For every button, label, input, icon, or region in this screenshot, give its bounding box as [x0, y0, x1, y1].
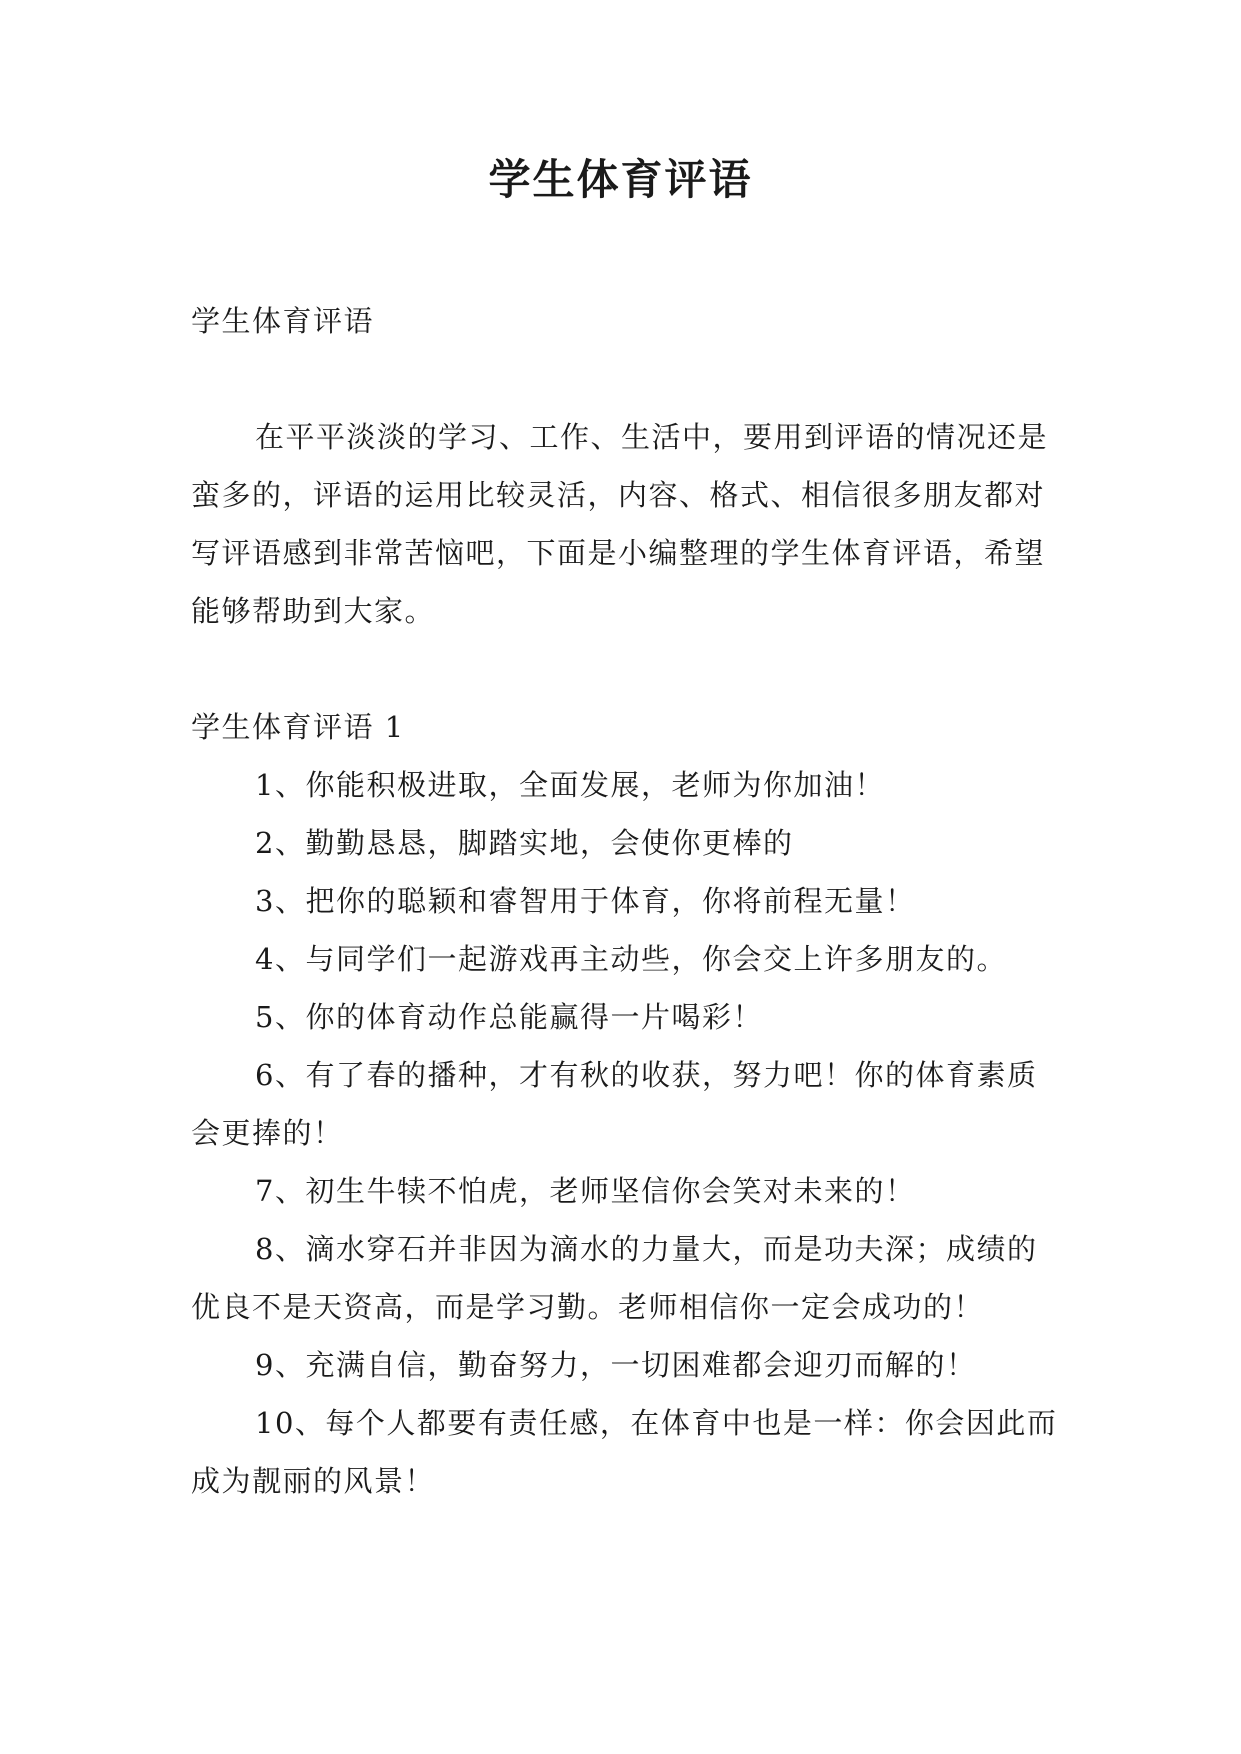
comment-item-7: 7、初生牛犊不怕虎，老师坚信你会笑对未来的！ — [255, 1174, 916, 1208]
comment-item-3: 3、把你的聪颖和睿智用于体育，你将前程无量！ — [255, 884, 916, 918]
comment-item-9: 9、充满自信，勤奋努力，一切困难都会迎刃而解的！ — [255, 1348, 977, 1382]
comment-item-2: 2、勤勤恳恳，脚踏实地，会使你更棒的 — [255, 826, 794, 860]
section-heading: 学生体育评语 1 — [191, 710, 405, 744]
comment-item-1: 1、你能积极进取，全面发展，老师为你加油！ — [255, 768, 885, 802]
comment-item-10: 10、每个人都要有责任感，在体育中也是一样：你会因此而成为靓丽的风景！ — [191, 1406, 1058, 1498]
comment-item-6: 6、有了春的播种，才有秋的收获，努力吧！你的体育素质会更捧的！ — [191, 1058, 1038, 1150]
intro-paragraph: 在平平淡淡的学习、工作、生活中，要用到评语的情况还是蛮多的，评语的运用比较灵活，内容、格式、相信很多朋友都对写评语感到非常苦恼吧，下面是小编整理的学生体育评语，希望能够帮助到大家。 — [191, 420, 1049, 628]
document-subtitle: 学生体育评语 — [191, 304, 375, 338]
comment-item-4: 4、与同学们一起游戏再主动些，你会交上许多朋友的。 — [255, 942, 1007, 976]
document-title: 学生体育评语 — [488, 155, 753, 204]
comment-item-8: 8、滴水穿石并非因为滴水的力量大，而是功夫深；成绩的优良不是天资高，而是学习勤。老师相信你一定会成功的！ — [191, 1232, 1038, 1324]
document-body — [191, 292, 1061, 1510]
comment-item-5: 5、你的体育动作总能赢得一片喝彩！ — [255, 1000, 763, 1034]
